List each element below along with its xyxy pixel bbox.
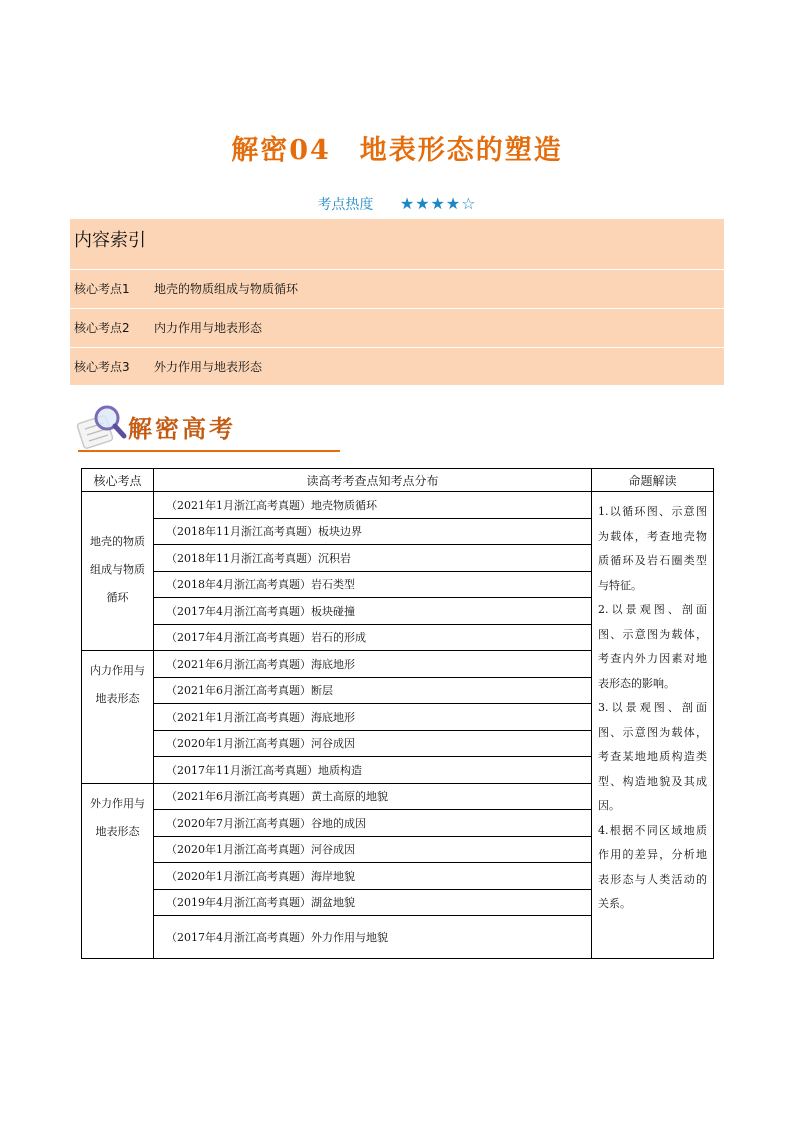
exam-item: （2017年11月浙江高考真题）地质构造 bbox=[154, 757, 592, 784]
magnifier-notebook-icon bbox=[74, 403, 130, 451]
interpretation-point: 2.以景观图、剖面图、示意图为载体，考查内外力因素对地表形态的影响。 bbox=[598, 603, 707, 690]
exam-item: （2018年11月浙江高考真题）沉积岩 bbox=[154, 545, 592, 572]
column-header: 核心考点 bbox=[82, 469, 154, 492]
exam-item: （2020年1月浙江高考真题）河谷成因 bbox=[154, 730, 592, 757]
content-index-heading: 内容索引 bbox=[70, 219, 724, 270]
exam-item: （2020年7月浙江高考真题）谷地的成因 bbox=[154, 810, 592, 837]
section-banner bbox=[74, 403, 270, 455]
interpretation-point: 1.以循环图、示意图为载体，考查地壳物质循环及岩石圈类型与特征。 bbox=[598, 505, 707, 592]
exam-item: （2017年4月浙江高考真题）外力作用与地貌 bbox=[154, 916, 592, 959]
document-title: 解密04 地表形态的塑造 bbox=[231, 135, 563, 166]
exam-item: （2020年1月浙江高考真题）海岸地貌 bbox=[154, 863, 592, 890]
index-item-key: 核心考点3 bbox=[74, 360, 130, 374]
heat-stars: ★★★★☆ bbox=[399, 194, 477, 213]
exam-item: （2017年4月浙江高考真题）岩石的形成 bbox=[154, 624, 592, 651]
topic-cell: 内力作用与地表形态 bbox=[82, 651, 154, 784]
exam-item: （2021年6月浙江高考真题）黄土高原的地貌 bbox=[154, 783, 592, 810]
index-item bbox=[70, 309, 724, 348]
heat-label: 考点热度 bbox=[317, 197, 374, 213]
index-item-text: 地壳的物质组成与物质循环 bbox=[154, 282, 299, 296]
exam-item: （2019年4月浙江高考真题）湖盆地貌 bbox=[154, 889, 592, 916]
table-header-row bbox=[82, 469, 714, 492]
topic-cell: 地壳的物质组成与物质循环 bbox=[82, 492, 154, 651]
banner-underline bbox=[78, 450, 340, 452]
exam-item: （2018年4月浙江高考真题）岩石类型 bbox=[154, 571, 592, 598]
exam-table bbox=[81, 468, 714, 959]
index-item-key: 核心考点1 bbox=[74, 282, 130, 296]
exam-item: （2021年1月浙江高考真题）海底地形 bbox=[154, 704, 592, 731]
table-row bbox=[82, 492, 714, 519]
exam-item: （2018年11月浙江高考真题）板块边界 bbox=[154, 518, 592, 545]
topic-cell: 外力作用与地表形态 bbox=[82, 783, 154, 959]
index-item-text: 内力作用与地表形态 bbox=[154, 321, 263, 335]
exam-heat bbox=[0, 194, 794, 214]
exam-item: （2021年6月浙江高考真题）断层 bbox=[154, 677, 592, 704]
column-header: 读高考考查点知考点分布 bbox=[154, 469, 592, 492]
exam-item: （2017年4月浙江高考真题）板块碰撞 bbox=[154, 598, 592, 625]
column-header: 命题解读 bbox=[592, 469, 714, 492]
interpretation-point: 3.以景观图、剖面图、示意图为载体，考查某地地质构造类型、构造地貌及其成因。 bbox=[598, 701, 707, 812]
interpretation-cell bbox=[592, 492, 714, 959]
section-banner-text: 解密高考 bbox=[128, 414, 236, 443]
index-item bbox=[70, 348, 724, 386]
content-index bbox=[70, 219, 724, 385]
index-item-key: 核心考点2 bbox=[74, 321, 130, 335]
index-item bbox=[70, 270, 724, 309]
interpretation-point: 4.根据不同区域地质作用的差异，分析地表形态与人类活动的关系。 bbox=[598, 823, 707, 910]
exam-item: （2020年1月浙江高考真题）河谷成因 bbox=[154, 836, 592, 863]
exam-item: （2021年6月浙江高考真题）海底地形 bbox=[154, 651, 592, 678]
exam-item: （2021年1月浙江高考真题）地壳物质循环 bbox=[154, 492, 592, 519]
index-item-text: 外力作用与地表形态 bbox=[154, 360, 263, 374]
